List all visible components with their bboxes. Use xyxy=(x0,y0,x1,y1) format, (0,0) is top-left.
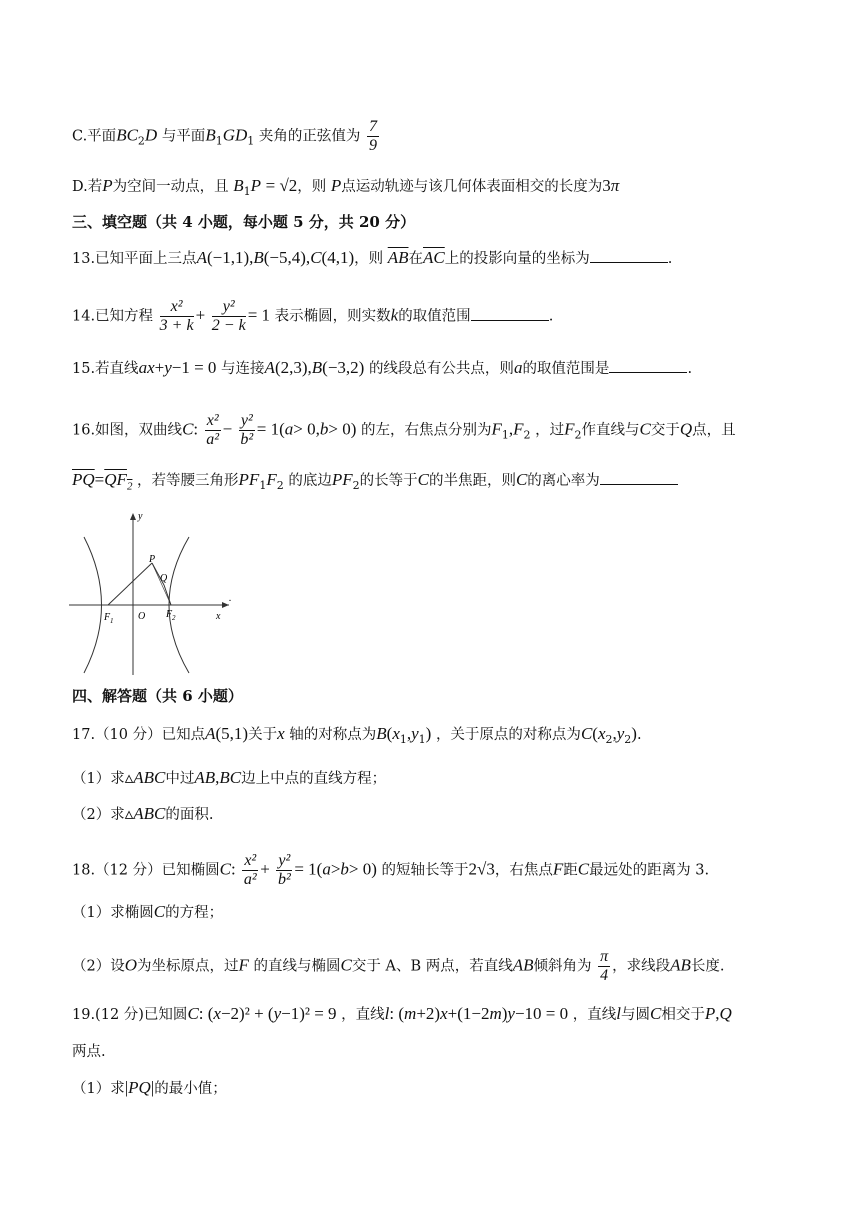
answer-blank xyxy=(600,470,678,485)
question-14: 14.已知方程 $\frac{\text{x²}}{3 + k}$ + $\frac{\text{y²}}{2 - k}$ = 1 表示椭圆，则实数k的取值范围 . xyxy=(72,298,554,334)
question-19: 19.(12 分)已知圆C: (x−2)² + (y−1)² = 9 ，直线l: (m+2)x+(1−2m)y−10 = 0 ，直线l与圆C相交于P,Q xyxy=(72,1004,732,1023)
question-16: 16.如图，双曲线C: $\frac{\text{x²}}{\text{a²}}$ − $\frac{\text{y²}}{\text{b²}}$ = 1(a> 0,b> 0) 的左，右焦点分别为$F_1,F_2$ ，过$F_2$作直线与C交于Q点，且 xyxy=(72,412,736,448)
q18-part-1: （1）求椭圆C的方程； xyxy=(72,902,224,921)
question-16-line2: $\overline{PQ}=QF_2$ ，若等腰三角形$PF_1F_2$ 的底边$PF_2$的长等于C的半焦距，则C的离心率为 xyxy=(72,470,678,496)
svg-text:x: x xyxy=(216,611,221,622)
svg-text:F: F xyxy=(166,609,173,620)
answer-blank xyxy=(590,248,668,263)
question-18: 18.（12 分）已知椭圆C: $\frac{\text{x²}}{\text{a²}}$ + $\frac{\text{y²}}{\text{b²}}$ = 1(a>b> 0) 的短轴长等于2√3，右焦点F距C最远处的距离为 3. xyxy=(72,852,710,888)
svg-text:2: 2 xyxy=(172,614,176,622)
svg-text:P: P xyxy=(149,554,156,565)
answer-blank xyxy=(471,306,549,321)
answer-blank xyxy=(609,358,687,373)
svg-text:O: O xyxy=(138,611,146,622)
svg-text:F: F xyxy=(104,612,111,623)
section-4-heading: 四、解答题（共 6 小题） xyxy=(72,687,243,705)
question-13: 13.已知平面上三点A(−1,1),B(−5,4),C(4,1)，则 $\overline{AB}$在$\overline{AC}$上的投影向量的坐标为 . xyxy=(72,248,673,267)
option-d: D.若P为空间一动点，且 $B_1P = √2$，则 P点运动轨迹与该几何体表面相交的长度为3π xyxy=(72,176,620,198)
section-3-heading: 三、填空题（共 4 小题，每小题 5 分，共 20 分） xyxy=(72,213,416,231)
fraction: $\frac{7}{9}$ xyxy=(368,118,377,154)
question-17: 17.（10 分）已知点A(5,1)关于x 轴的对称点为$B(x_1,y_1)$ ，关于原点的对称点为$C(x_2,y_2)$. xyxy=(72,724,642,746)
hyperbola-figure xyxy=(64,505,244,680)
question-15: 15.若直线ax+y−1 = 0 与连接A(2,3),B(−3,2) 的线段总有公共点，则a的取值范围是 . xyxy=(72,358,693,377)
q19-part-1: （1）求|PQ|的最小值； xyxy=(72,1078,227,1097)
svg-text:y: y xyxy=(138,511,143,522)
option-c: C.平面$BC_2D$ 与平面$B_1GD_1$ 夹角的正弦值为 $\frac{7}{9}$ xyxy=(72,118,377,154)
q17-part-1: （1）求▵ABC中过AB,BC边上中点的直线方程； xyxy=(72,768,387,787)
svg-text:.: . xyxy=(229,593,232,604)
svg-text:1: 1 xyxy=(110,617,114,625)
question-19-line2: 两点. xyxy=(72,1044,106,1060)
svg-text:Q: Q xyxy=(160,573,168,584)
q17-part-2: （2）求▵ABC的面积. xyxy=(72,804,214,823)
q18-part-2: （2）设O为坐标原点，过F 的直线与椭圆C交于 A、B 两点，若直线AB倾斜角为 $\frac{\pi}{4}$ ，求线段AB长度. xyxy=(72,948,725,984)
